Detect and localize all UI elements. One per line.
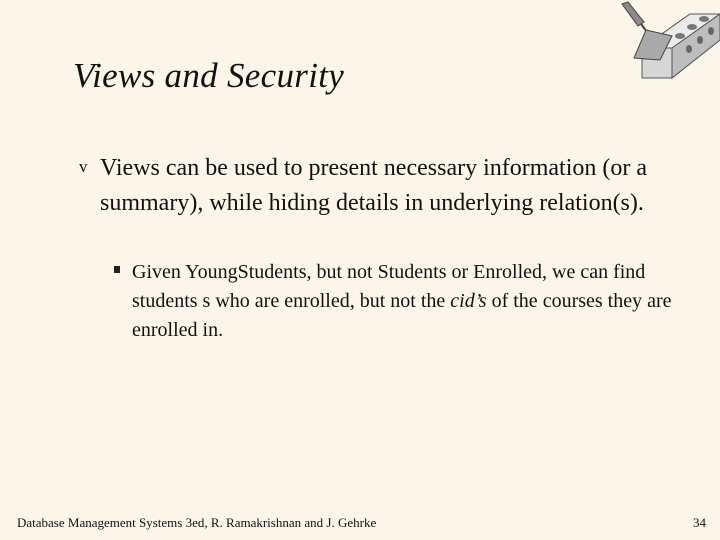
square-bullet-icon [114, 266, 120, 273]
bullet-marker: v [79, 157, 88, 176]
slide-title: Views and Security [73, 56, 345, 95]
footer-citation: Database Management Systems 3ed, R. Ramakrishnan and J. Gehrke [17, 515, 377, 530]
bullet-text: Views can be used to present necessary information (or a summary), while hiding details in underlying relation(s). [100, 155, 648, 216]
bullet-level-1 [75, 151, 665, 221]
page-number: 34 [693, 515, 706, 530]
emphasis-text: cid’s [450, 290, 487, 312]
trowel-and-brick-icon [610, 0, 720, 86]
bullet-level-2 [110, 258, 685, 345]
sub-bullet-text: Given YoungStudents, but not Students or Enrolled, we can find students s who are enrolled, but not the cid’s of the courses they are enrolled in. [132, 261, 672, 341]
